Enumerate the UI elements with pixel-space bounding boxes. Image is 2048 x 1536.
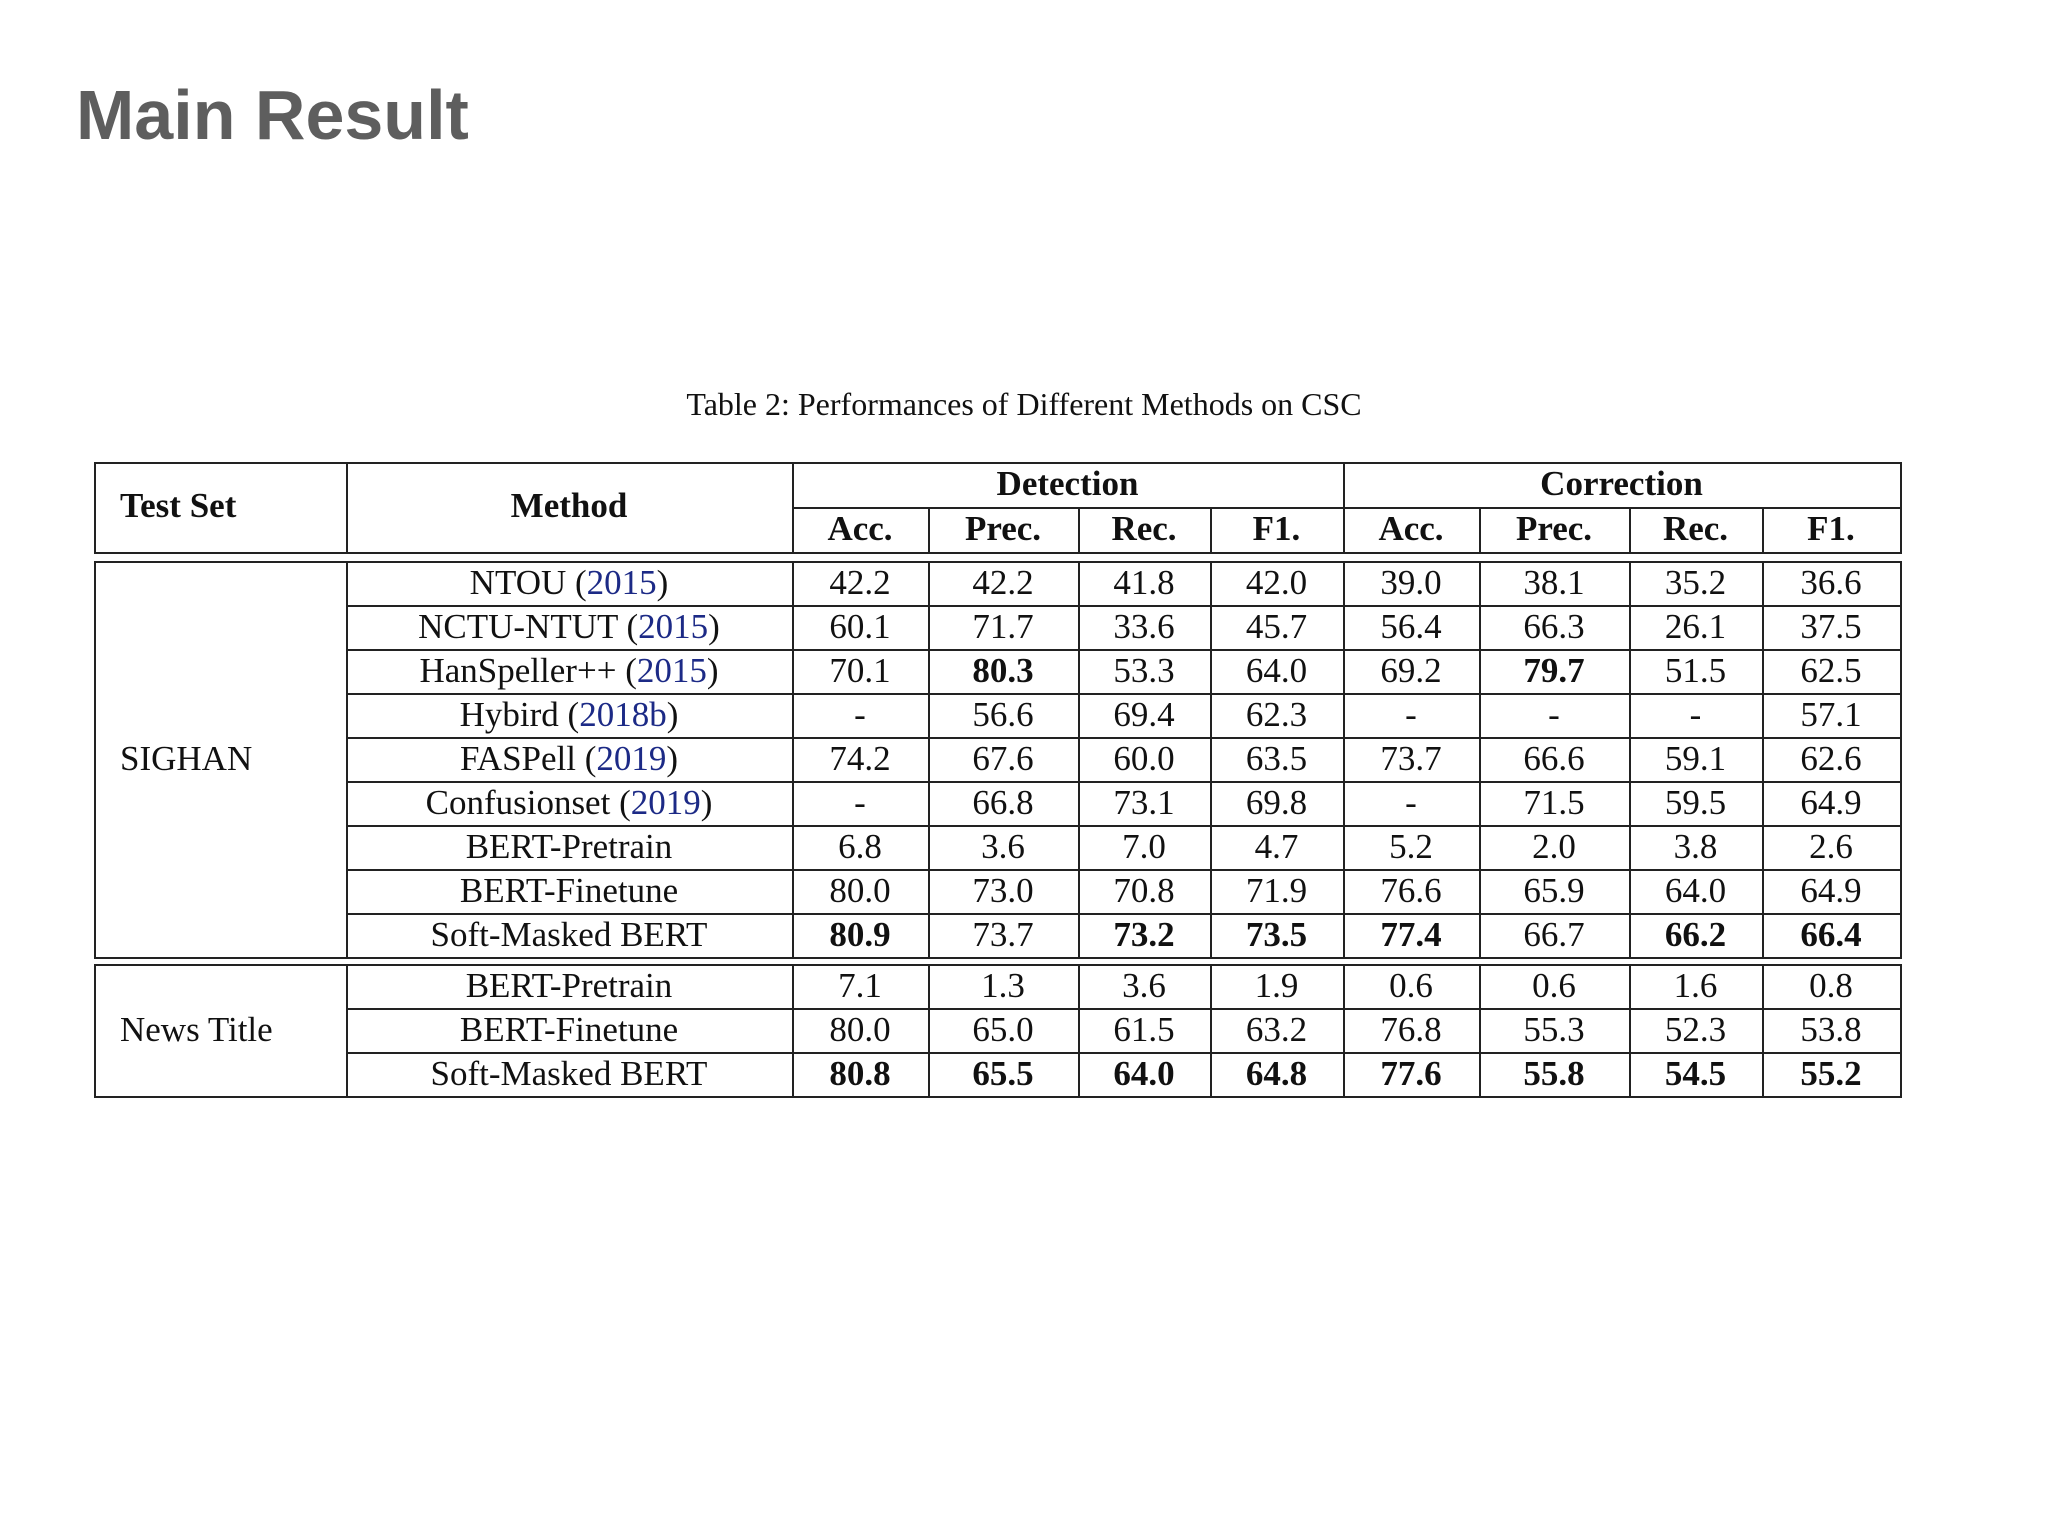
table-rule	[1900, 561, 1902, 957]
test-set-label: News Title	[120, 1010, 273, 1049]
value-cell: 42.2	[829, 563, 891, 602]
value-cell: 74.2	[829, 739, 891, 778]
value-cell: 64.0	[1245, 651, 1308, 690]
value-cell: 73.7	[1380, 739, 1442, 778]
method-cell: Confusionset (2019)	[425, 783, 713, 822]
value-cell: 26.1	[1664, 607, 1727, 646]
value-cell: 37.5	[1800, 607, 1862, 646]
value-cell: 42.0	[1245, 563, 1308, 602]
value-cell: 0.8	[1809, 966, 1853, 1005]
header-metric: Prec.	[1515, 509, 1593, 548]
value-cell: 55.3	[1523, 1010, 1585, 1049]
method-cell	[346, 964, 792, 1008]
header-metric: Acc.	[1378, 509, 1444, 548]
value-cell: 36.6	[1800, 563, 1862, 602]
value-cell: 33.6	[1113, 607, 1175, 646]
value-cell: 35.2	[1664, 563, 1727, 602]
value-cell: 66.8	[972, 783, 1034, 822]
value-cell: 80.9	[829, 915, 891, 954]
value-cell: 7.0	[1122, 827, 1166, 866]
method-cell: NTOU (2015)	[469, 563, 669, 602]
method-cell	[346, 1008, 792, 1052]
value-cell: 3.8	[1673, 827, 1718, 866]
citation-link[interactable]: 2015	[586, 563, 657, 602]
value-cell: 71.5	[1523, 783, 1585, 822]
method-name: NTOU	[469, 563, 567, 602]
table-rule	[94, 552, 1902, 554]
method-name: FASPell	[459, 739, 576, 778]
value-cell: 60.1	[829, 607, 891, 646]
header-test-set: Test Set	[120, 486, 237, 525]
value-cell: -	[854, 695, 866, 734]
value-cell: 6.8	[838, 827, 882, 866]
value-cell: 69.2	[1380, 651, 1442, 690]
value-cell: 62.5	[1800, 651, 1862, 690]
value-cell: 69.8	[1245, 783, 1308, 822]
citation-link[interactable]: 2015	[636, 651, 707, 690]
value-cell: 66.3	[1523, 607, 1585, 646]
method-name: Confusionset	[425, 783, 611, 822]
value-cell: 61.5	[1113, 1010, 1175, 1049]
value-cell: 71.7	[972, 607, 1034, 646]
value-cell: 53.3	[1113, 651, 1175, 690]
value-cell: 73.5	[1245, 915, 1308, 954]
value-cell: 59.1	[1664, 739, 1727, 778]
value-cell: 70.8	[1113, 871, 1175, 910]
value-cell: 2.0	[1532, 827, 1576, 866]
value-cell: 5.2	[1389, 827, 1433, 866]
method-name: BERT-Pretrain	[465, 827, 673, 866]
value-cell: 80.3	[972, 651, 1034, 690]
table-rule	[94, 957, 1902, 959]
citation-link[interactable]: 2018b	[579, 695, 667, 734]
value-cell: 65.9	[1523, 871, 1585, 910]
value-cell: 65.5	[972, 1054, 1034, 1093]
value-cell: 73.7	[972, 915, 1034, 954]
header-method: Method	[510, 486, 628, 525]
method-cell: HanSpeller++ (2015)	[419, 651, 719, 690]
value-cell: 62.3	[1245, 695, 1308, 734]
method-cell	[346, 869, 792, 913]
citation-link[interactable]: 2019	[630, 783, 701, 822]
value-cell: 55.2	[1800, 1054, 1862, 1093]
value-cell: 38.1	[1523, 563, 1585, 602]
table-rule	[94, 561, 96, 957]
method-name: BERT-Finetune	[459, 871, 679, 910]
method-cell	[346, 913, 792, 957]
value-cell: 73.0	[972, 871, 1034, 910]
value-cell: 63.2	[1245, 1010, 1308, 1049]
value-cell: 45.7	[1245, 607, 1308, 646]
slide-title: Main Result	[76, 76, 469, 154]
value-cell: 65.0	[972, 1010, 1034, 1049]
value-cell: 66.4	[1800, 915, 1862, 954]
value-cell: 66.7	[1523, 915, 1585, 954]
value-cell: 64.8	[1245, 1054, 1308, 1093]
value-cell: -	[1548, 695, 1560, 734]
header-correction: Correction	[1540, 464, 1703, 503]
value-cell: 0.6	[1389, 966, 1433, 1005]
table-rule	[94, 964, 96, 1096]
value-cell: 39.0	[1380, 563, 1442, 602]
value-cell: 80.8	[829, 1054, 891, 1093]
citation-link[interactable]: 2019	[596, 739, 667, 778]
value-cell: 53.8	[1800, 1010, 1862, 1049]
header-metric: Rec.	[1662, 509, 1729, 548]
value-cell: 71.9	[1245, 871, 1308, 910]
method-cell	[346, 825, 792, 869]
method-name: Soft-Masked BERT	[430, 915, 708, 954]
value-cell: 42.2	[972, 563, 1034, 602]
value-cell: 7.1	[838, 966, 882, 1005]
value-cell: 79.7	[1523, 651, 1585, 690]
value-cell: 54.5	[1664, 1054, 1727, 1093]
method-name: HanSpeller++	[419, 651, 617, 690]
value-cell: 1.3	[981, 966, 1025, 1005]
value-cell: 60.0	[1113, 739, 1175, 778]
value-cell: 66.6	[1523, 739, 1585, 778]
value-cell: 66.2	[1664, 915, 1727, 954]
value-cell: 52.3	[1664, 1010, 1727, 1049]
value-cell: 3.6	[1122, 966, 1166, 1005]
value-cell: 59.5	[1664, 783, 1727, 822]
header-metric: Acc.	[827, 509, 893, 548]
value-cell: 70.1	[829, 651, 891, 690]
value-cell: 3.6	[981, 827, 1025, 866]
value-cell: 1.6	[1673, 966, 1718, 1005]
value-cell: 1.9	[1254, 966, 1299, 1005]
table-rule	[94, 1096, 1902, 1098]
value-cell: 64.9	[1800, 783, 1862, 822]
value-cell: 77.4	[1380, 915, 1442, 954]
value-cell: 56.4	[1380, 607, 1442, 646]
table-rule	[94, 462, 96, 552]
header-detection: Detection	[996, 464, 1139, 503]
value-cell: -	[1405, 783, 1417, 822]
value-cell: 73.2	[1113, 915, 1175, 954]
citation-link[interactable]: 2015	[638, 607, 709, 646]
table-caption: Table 2: Performances of Different Methods on CSC	[686, 386, 1362, 422]
value-cell: 2.6	[1809, 827, 1853, 866]
value-cell: 77.6	[1380, 1054, 1442, 1093]
value-cell: 55.8	[1523, 1054, 1585, 1093]
value-cell: 57.1	[1800, 695, 1862, 734]
method-name: Soft-Masked BERT	[430, 1054, 708, 1093]
value-cell: 0.6	[1532, 966, 1576, 1005]
header-metric: Prec.	[964, 509, 1042, 548]
value-cell: 67.6	[972, 739, 1034, 778]
table-rule	[1900, 964, 1902, 1096]
value-cell: 76.6	[1380, 871, 1442, 910]
method-cell: Hybird (2018b)	[459, 695, 679, 734]
method-name: NCTU-NTUT	[418, 607, 618, 646]
value-cell: 80.0	[829, 871, 891, 910]
value-cell: 64.0	[1664, 871, 1727, 910]
value-cell: 41.8	[1113, 563, 1175, 602]
value-cell: 56.6	[972, 695, 1034, 734]
value-cell: -	[1405, 695, 1417, 734]
value-cell: 63.5	[1245, 739, 1308, 778]
value-cell: 4.7	[1254, 827, 1299, 866]
table-rule	[1900, 462, 1902, 552]
test-set-label: SIGHAN	[120, 739, 253, 778]
value-cell: -	[1689, 695, 1702, 734]
value-cell: 51.5	[1664, 651, 1727, 690]
header-metric: F1.	[1807, 509, 1855, 548]
value-cell: 69.4	[1113, 695, 1175, 734]
value-cell: 64.9	[1800, 871, 1862, 910]
header-metric: F1.	[1252, 509, 1301, 548]
method-cell: NCTU-NTUT (2015)	[418, 607, 720, 646]
value-cell: 76.8	[1380, 1010, 1442, 1049]
method-name: BERT-Finetune	[459, 1010, 679, 1049]
method-cell	[346, 1052, 792, 1096]
value-cell: 73.1	[1113, 783, 1175, 822]
value-cell: 62.6	[1800, 739, 1862, 778]
value-cell: -	[854, 783, 866, 822]
method-name: BERT-Pretrain	[465, 966, 673, 1005]
header-metric: Rec.	[1111, 509, 1177, 548]
value-cell: 64.0	[1113, 1054, 1175, 1093]
value-cell: 80.0	[829, 1010, 891, 1049]
method-name: Hybird	[459, 695, 559, 734]
method-cell: FASPell (2019)	[459, 739, 679, 778]
